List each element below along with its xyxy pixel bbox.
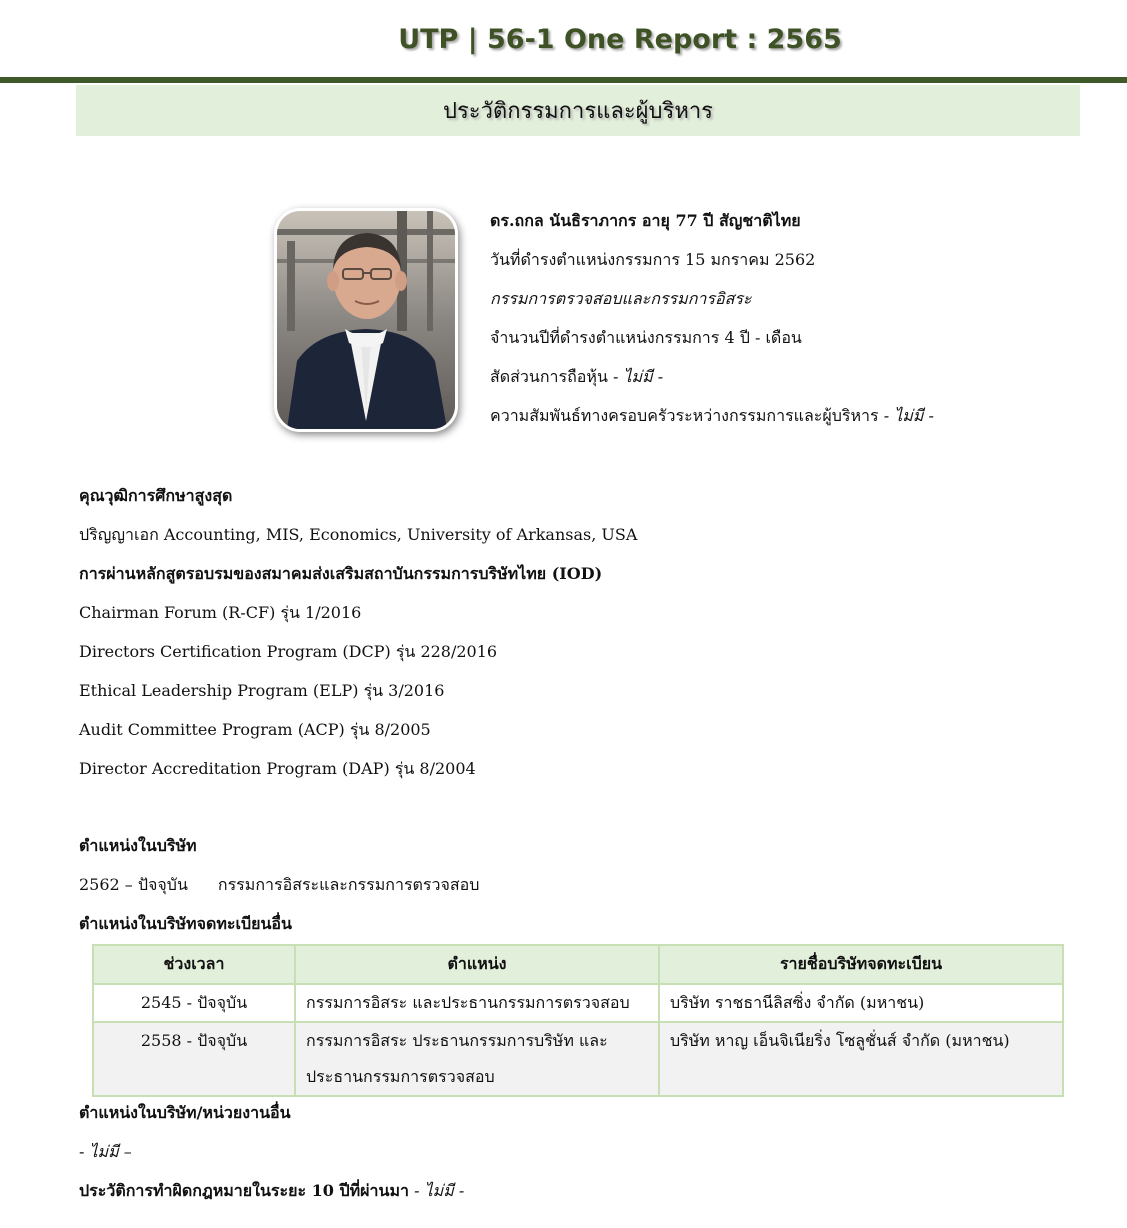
family-relationship-value: - ไม่มี - — [883, 406, 934, 425]
row-position — [295, 984, 659, 1022]
director-portrait-photo — [274, 208, 458, 432]
table-row — [93, 1022, 1063, 1096]
section-title: ประวัติกรรมการและผู้บริหาร — [442, 99, 713, 124]
shareholding-value: - ไม่มี - — [612, 367, 664, 386]
table-header-row — [93, 945, 1063, 984]
other-positions-heading: ตำแหน่งในบริษัท/หน่วยงานอื่น — [79, 1103, 291, 1122]
training-item: Ethical Leadership Program (ELP) รุ่น 3/2016 — [79, 681, 445, 700]
company-positions-heading: ตำแหน่งในบริษัท — [79, 836, 197, 855]
training-item: Audit Committee Program (ACP) รุ่น 8/2005 — [79, 720, 431, 739]
shareholding — [490, 360, 1090, 399]
family-relationship — [490, 399, 1090, 438]
education-training-section — [79, 478, 1079, 790]
row-company: บริษัท หาญ เอ็นจิเนียริ่ง โซลูชั่นส์ จำกัด (มหาชน) — [659, 1022, 1063, 1096]
listed-positions-heading: ตำแหน่งในบริษัทจดทะเบียนอื่น — [79, 914, 292, 933]
row-position-line: กรรมการอิสระ ประธานกรรมการบริษัท และ — [306, 1031, 608, 1050]
education-heading: คุณวุฒิการศึกษาสูงสุด — [79, 486, 233, 505]
row-company: บริษัท ราชธานีลิสซิ่ง จำกัด (มหาชน) — [659, 984, 1063, 1022]
other-positions-value: - ไม่มี – — [79, 1142, 132, 1161]
portrait-illustration — [277, 211, 455, 429]
tenure: จำนวนปีที่ดำรงตำแหน่งกรรมการ 4 ปี - เดือน — [490, 328, 802, 347]
company-positions-section — [79, 828, 1079, 945]
header-divider — [0, 77, 1127, 83]
row-period: 2558 - ปัจจุบัน — [93, 1022, 295, 1096]
family-relationship-label: ความสัมพันธ์ทางครอบครัวระหว่างกรรมการและผู้บริหาร — [490, 406, 879, 425]
row-position-line: ประธานกรรมการตรวจสอบ — [306, 1067, 495, 1086]
column-header-period: ช่วงเวลา — [93, 945, 295, 984]
director-role: กรรมการตรวจสอบและกรรมการอิสระ — [490, 289, 752, 308]
company-position-title: กรรมการอิสระและกรรมการตรวจสอบ — [217, 875, 480, 894]
legal-record-value: - ไม่มี - — [414, 1181, 465, 1200]
row-position-line: กรรมการอิสระ และประธานกรรมการตรวจสอบ — [306, 993, 630, 1012]
director-profile — [490, 204, 1090, 438]
training-item: Chairman Forum (R-CF) รุ่น 1/2016 — [79, 603, 362, 622]
company-position-period: 2562 – ปัจจุบัน — [79, 875, 188, 894]
listed-positions-table — [92, 944, 1064, 1097]
other-info-section — [79, 1095, 1079, 1212]
training-item: Directors Certification Program (DCP) รุ่น 228/2016 — [79, 642, 498, 661]
education-degree: ปริญญาเอก Accounting, MIS, Economics, University of Arkansas, USA — [79, 525, 638, 544]
legal-record-label: ประวัติการทำผิดกฎหมายในระยะ 10 ปีที่ผ่านมา — [79, 1181, 410, 1200]
column-header-company: รายชื่อบริษัทจดทะเบียน — [659, 945, 1063, 984]
company-position-entry — [79, 867, 1079, 906]
training-heading: การผ่านหลักสูตรอบรมของสมาคมส่งเสริมสถาบันกรรมการบริษัทไทย (IOD) — [79, 564, 603, 583]
row-position — [295, 1022, 659, 1096]
column-header-position: ตำแหน่ง — [295, 945, 659, 984]
shareholding-label: สัดส่วนการถือหุ้น — [490, 367, 608, 386]
row-period: 2545 - ปัจจุบัน — [93, 984, 295, 1022]
table-row — [93, 984, 1063, 1022]
report-header-title: UTP | 56-1 One Report : 2565 — [398, 24, 842, 55]
training-item: Director Accreditation Program (DAP) รุ่น 8/2004 — [79, 759, 476, 778]
section-title-banner — [76, 85, 1080, 136]
appointment-date: วันที่ดำรงตำแหน่งกรรมการ 15 มกราคม 2562 — [490, 250, 816, 269]
director-name: ดร.ถกล นันธิราภากร อายุ 77 ปี สัญชาติไทย — [490, 211, 801, 230]
legal-record — [79, 1173, 1079, 1212]
